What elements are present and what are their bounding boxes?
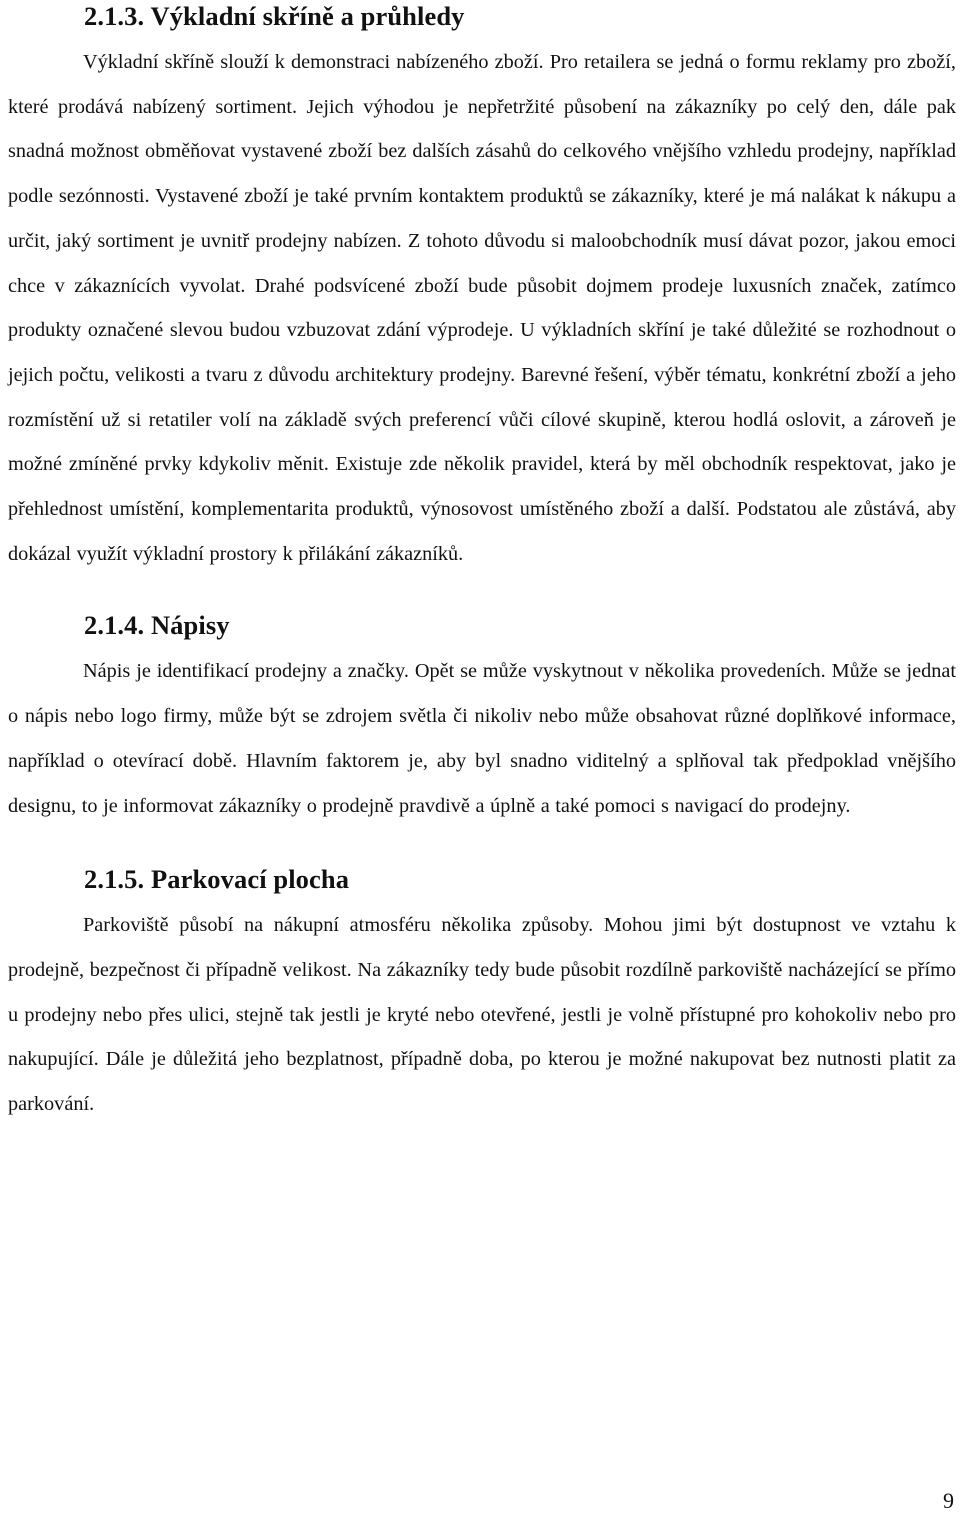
section-napisy (8, 609, 956, 828)
section-paragraph: Nápis je identifikací prodejny a značky. Opět se může vyskytnout v několika provedeních. Může se jednat o nápis nebo logo firmy, může být se zdrojem světla či nikoliv nebo může obsahovat různé doplňkové informace, například o otevírací době. Hlavním faktorem je, aby byl snadno viditelný a splňoval tak předpoklad vnějšího designu, to je informovat zákazníky o prodejně pravdivě a úplně a také pomoci s navigací do prodejny. (8, 660, 956, 817)
document-page (8, 0, 956, 1127)
section-heading: 2.1.4. Nápisy (84, 610, 230, 641)
section-heading: 2.1.5. Parkovací plocha (84, 864, 350, 895)
page-number: 9 (943, 1488, 954, 1513)
section-heading: 2.1.3. Výkladní skříně a průhledy (84, 1, 465, 31)
section-parkovaci-plocha (8, 863, 956, 1127)
section-paragraph: Výkladní skříně slouží k demonstraci nabízeného zboží. Pro retailera se jedná o formu reklamy pro zboží, které prodává nabízený sortiment. Jejich výhodou je nepřetržité působení na zákazníky po celý den, dále pak snadná možnost obměňovat vystavené zboží bez dalších zásahů do celkového vnějšího vzhledu prodejny, například podle sezónnosti. Vystavené zboží je také prvním kontaktem produktů se zákazníky, které je má nalákat k nákupu a určit, jaký sortiment je uvnitř prodejny nabízen. Z tohoto důvodu si maloobchodník musí dávat pozor, jakou emoci chce v zákaznících vyvolat. Drahé podsvícené zboží bude působit dojmem prodeje luxusních značek, zatímco produkty označené slevou budou vzbuzovat zdání výprodeje. U výkladních skříní je také důležité se rozhodnout o jejich počtu, velikosti a tvaru z důvodu architektury prodejny. Barevné řešení, výběr tématu, konkrétní zboží a jeho rozmístění už si retatiler volí na základě svých preferencí vůči cílové skupině, kterou hodlá oslovit, a zároveň je možné zmíněné prvky kdykoliv měnit. Existuje zde několik pravidel, která by měl obchodník respektovat, jako je přehlednost umístění, komplementarita produktů, výnosovost umístěného zboží a další. Podstatou ale zůstává, aby dokázal využít výkladní prostory k přilákání zákazníků. (8, 51, 956, 565)
section-vykladni-skrine (8, 0, 956, 576)
section-paragraph: Parkoviště působí na nákupní atmosféru několika způsoby. Mohou jimi být dostupnost ve vztahu k prodejně, bezpečnost či případně velikost. Na zákazníky tedy bude působit rozdílně parkoviště nacházející se přímo u prodejny nebo přes ulici, stejně tak jestli je kryté nebo otevřené, jestli je volně přístupné pro kohokoliv nebo pro nakupující. Dále je důležitá jeho bezplatnost, případně doba, po kterou je možné nakupovat bez nutnosti platit za parkování. (8, 914, 956, 1116)
